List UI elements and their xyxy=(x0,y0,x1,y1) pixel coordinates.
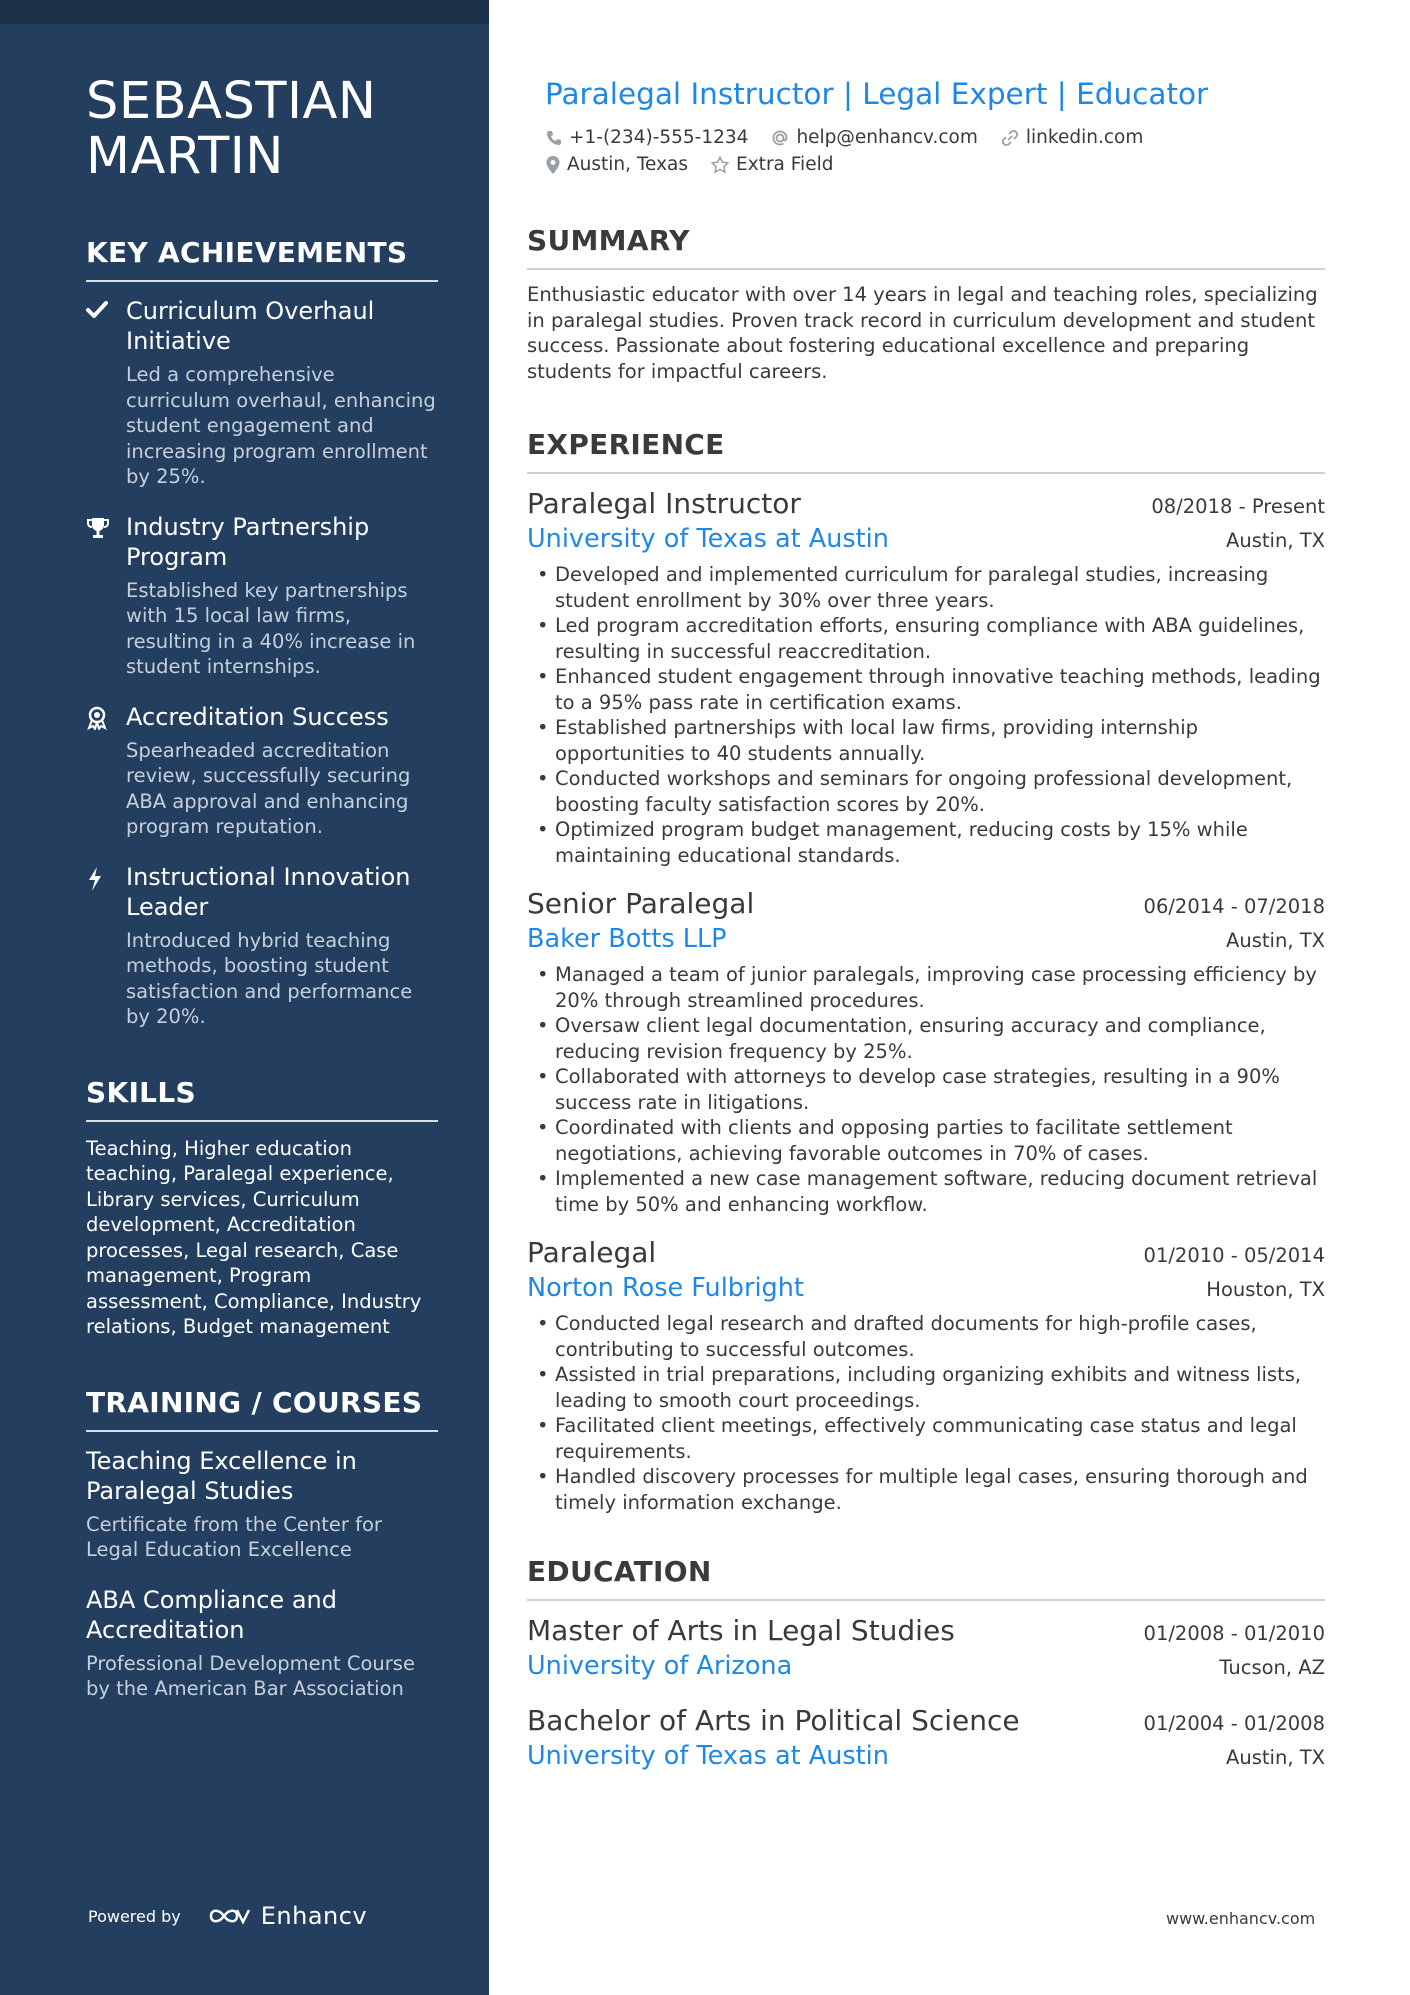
job-dates: 06/2014 - 07/2018 xyxy=(1143,895,1325,918)
contact-location xyxy=(545,151,688,178)
key-achievements-section xyxy=(86,236,438,1030)
course-title: ABA Compliance and Accreditation xyxy=(86,1585,337,1644)
achievement-title: Industry Partnership Program xyxy=(126,512,370,571)
job-title: Paralegal xyxy=(527,1236,657,1269)
sidebar xyxy=(0,0,489,1995)
main-content xyxy=(527,74,1325,1773)
bullet-item: • Implemented a new case management software, reducing document retrieval time by 50% and enhancing workflow. xyxy=(527,1166,1325,1217)
medal-icon xyxy=(86,702,126,840)
contact-extra xyxy=(710,151,833,178)
course-desc: Certificate from the Center for Legal Education Excellence xyxy=(86,1512,382,1561)
location-text: Austin, Texas xyxy=(567,154,689,175)
enhancv-logo[interactable] xyxy=(207,1902,367,1930)
lightning-icon xyxy=(86,862,126,1030)
powered-by xyxy=(88,1902,367,1930)
extra-text: Extra Field xyxy=(736,154,834,175)
experience-section xyxy=(527,428,1325,1515)
school-location: Tucson, AZ xyxy=(1219,1656,1325,1679)
achievement-item xyxy=(86,512,438,680)
education-entry xyxy=(527,1613,1325,1683)
degree-title: Bachelor of Arts in Political Science xyxy=(527,1704,1020,1737)
bullet-item: • Oversaw client legal documentation, ensuring accuracy and compliance, reducing revision frequency by 25%. xyxy=(527,1013,1325,1064)
job-bullets xyxy=(527,1311,1325,1515)
achievement-title: Accreditation Success xyxy=(126,702,389,731)
education-entry xyxy=(527,1703,1325,1773)
email-text: help@enhancv.com xyxy=(796,127,978,148)
training-section xyxy=(86,1386,438,1702)
school-name[interactable]: University of Arizona xyxy=(527,1651,793,1681)
candidate-name xyxy=(86,74,438,184)
sidebar-top-band xyxy=(0,0,489,24)
bullet-item: • Established partnerships with local law firms, providing internship opportunities to 40 students annually. xyxy=(527,715,1325,766)
degree-title: Master of Arts in Legal Studies xyxy=(527,1614,955,1647)
at-sign-icon xyxy=(770,128,790,148)
headline: Paralegal Instructor | Legal Expert | Educator xyxy=(545,77,1209,111)
enhancv-logo-icon xyxy=(207,1904,253,1928)
company-name[interactable]: Norton Rose Fulbright xyxy=(527,1273,804,1303)
experience-heading: EXPERIENCE xyxy=(527,428,1325,474)
achievement-item xyxy=(86,702,438,840)
star-icon xyxy=(710,155,730,175)
job-bullets xyxy=(527,962,1325,1217)
bullet-item: • Developed and implemented curriculum for paralegal studies, increasing student enrollment by 30% over three years. xyxy=(527,562,1325,613)
experience-entry xyxy=(527,1235,1325,1515)
education-heading: EDUCATION xyxy=(527,1555,1325,1601)
phone-icon xyxy=(545,129,563,147)
bullet-item: • Conducted legal research and drafted documents for high-profile cases, contributing to successful outcomes. xyxy=(527,1311,1325,1362)
skills-heading: SKILLS xyxy=(86,1076,438,1122)
job-title: Paralegal Instructor xyxy=(527,487,801,520)
bullet-item: • Enhanced student engagement through innovative teaching methods, leading to a 95% pass rate in certification exams. xyxy=(527,664,1325,715)
key-achievements-heading: KEY ACHIEVEMENTS xyxy=(86,236,438,282)
bullet-item: • Facilitated client meetings, effectively communicating case status and legal requirements. xyxy=(527,1413,1325,1464)
job-bullets xyxy=(527,562,1325,868)
education-dates: 01/2008 - 01/2010 xyxy=(1143,1622,1325,1645)
bullet-item: • Conducted workshops and seminars for ongoing professional development, boosting faculty satisfaction scores by 20%. xyxy=(527,766,1325,817)
experience-entry xyxy=(527,886,1325,1217)
job-dates: 01/2010 - 05/2014 xyxy=(1143,1244,1325,1267)
contact-email[interactable] xyxy=(770,124,977,151)
job-location: Houston, TX xyxy=(1206,1278,1325,1301)
course-item xyxy=(86,1585,438,1702)
achievement-desc: Introduced hybrid teaching methods, boosting student satisfaction and performance by 20%. xyxy=(126,928,413,1028)
bullet-item: • Managed a team of junior paralegals, improving case processing efficiency by 20% through streamlined procedures. xyxy=(527,962,1325,1013)
job-location: Austin, TX xyxy=(1226,529,1325,552)
powered-by-label: Powered by xyxy=(88,1906,181,1926)
location-pin-icon xyxy=(545,155,561,175)
link-icon xyxy=(1000,128,1020,148)
company-name[interactable]: University of Texas at Austin xyxy=(527,524,889,554)
checkmark-icon xyxy=(86,296,126,490)
job-location: Austin, TX xyxy=(1226,929,1325,952)
summary-text: Enthusiastic educator with over 14 years in legal and teaching roles, specializing in paralegal studies. Proven track record in curriculum development and student success. Passionate about fostering educational excellence and preparing students for impactful careers. xyxy=(527,283,1318,383)
enhancv-brand: Enhancv xyxy=(260,1902,368,1930)
contact-linkedin[interactable] xyxy=(1000,124,1143,151)
achievement-title: Instructional Innovation Leader xyxy=(126,862,411,921)
footer-website-link[interactable]: www.enhancv.com xyxy=(1166,1909,1316,1928)
bullet-item: • Handled discovery processes for multiple legal cases, ensuring thorough and timely information exchange. xyxy=(527,1464,1325,1515)
education-section xyxy=(527,1555,1325,1773)
bullet-item: • Coordinated with clients and opposing parties to facilitate settlement negotiations, achieving favorable outcomes in 70% of cases. xyxy=(527,1115,1325,1166)
achievement-desc: Spearheaded accreditation review, successfully securing ABA approval and enhancing program reputation. xyxy=(126,738,411,838)
name-first: SEBASTIAN xyxy=(86,72,377,131)
job-title: Senior Paralegal xyxy=(527,887,755,920)
summary-section xyxy=(527,224,1325,384)
bullet-item: • Collaborated with attorneys to develop case strategies, resulting in a 90% success rate in litigations. xyxy=(527,1064,1325,1115)
school-name[interactable]: University of Texas at Austin xyxy=(527,1741,889,1771)
bullet-item: • Led program accreditation efforts, ensuring compliance with ABA guidelines, resulting in successful reaccreditation. xyxy=(527,613,1325,664)
achievement-item xyxy=(86,862,438,1030)
experience-entry xyxy=(527,486,1325,868)
achievement-desc: Led a comprehensive curriculum overhaul, enhancing student engagement and increasing program enrollment by 25%. xyxy=(126,363,436,488)
company-name[interactable]: Baker Botts LLP xyxy=(527,924,727,954)
course-desc: Professional Development Course by the American Bar Association xyxy=(86,1651,415,1700)
phone-text: +1-(234)-555-1234 xyxy=(569,127,749,148)
education-dates: 01/2004 - 01/2008 xyxy=(1143,1712,1325,1735)
course-item xyxy=(86,1446,438,1563)
training-heading: TRAINING / COURSES xyxy=(86,1386,438,1432)
skills-section xyxy=(86,1076,438,1340)
linkedin-text: linkedin.com xyxy=(1025,127,1144,148)
achievement-desc: Established key partnerships with 15 local law firms, resulting in a 40% increase in student internships. xyxy=(126,578,416,678)
bullet-item: • Optimized program budget management, reducing costs by 15% while maintaining educational standards. xyxy=(527,817,1325,868)
summary-heading: SUMMARY xyxy=(527,224,1325,270)
job-dates: 08/2018 - Present xyxy=(1151,495,1325,518)
sidebar-content xyxy=(86,74,438,1724)
trophy-icon xyxy=(86,512,126,680)
bullet-item: • Assisted in trial preparations, including organizing exhibits and witness lists, leading to smooth court proceedings. xyxy=(527,1362,1325,1413)
name-last: MARTIN xyxy=(86,127,284,186)
achievement-item xyxy=(86,296,438,490)
skills-list: Teaching, Higher education teaching, Paralegal experience, Library services, Curriculum development, Accreditation processes, Legal research, Case management, Program assessment, Compliance, Industry relations, Budget management xyxy=(86,1136,422,1338)
course-title: Teaching Excellence in Paralegal Studies xyxy=(86,1446,357,1505)
contact-phone[interactable] xyxy=(545,124,748,151)
school-location: Austin, TX xyxy=(1226,1746,1325,1769)
achievement-title: Curriculum Overhaul Initiative xyxy=(126,297,375,355)
contact-info xyxy=(545,124,1325,178)
